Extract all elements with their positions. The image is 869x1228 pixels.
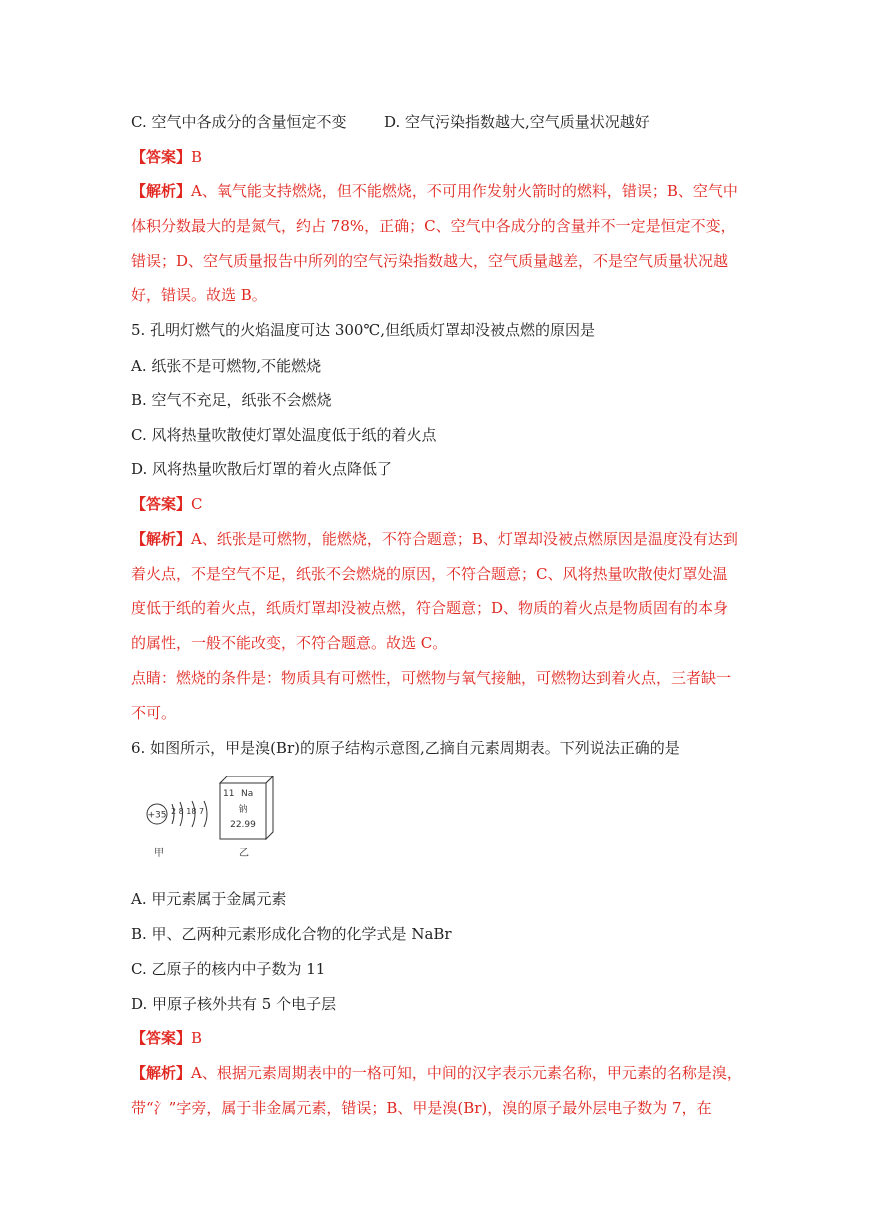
q5-option-b: B. 空气不充足，纸张不会燃烧 [131, 391, 332, 409]
q4-answer [131, 147, 202, 167]
label-jia: 甲 [154, 848, 164, 859]
q6-option-d: D. 甲原子核外共有 5 个电子层 [131, 995, 337, 1013]
shell-electrons: 2 8 18 7 [171, 807, 205, 816]
q4-option-c: C. 空气中各成分的含量恒定不变 [131, 113, 347, 131]
q4-answer-value: B [191, 148, 203, 166]
q5-option-c: C. 风将热量吹散使灯罩处温度低于纸的着火点 [131, 426, 437, 444]
q6-option-c: C. 乙原子的核内中子数为 11 [131, 960, 326, 978]
q6-answer-value: B [191, 1029, 203, 1047]
q6-option-b: B. 甲、乙两种元素形成化合物的化学式是 NaBr [131, 925, 452, 943]
q4-answer-key: 【答案】 [131, 148, 192, 166]
q6-answer-key: 【答案】 [131, 1029, 192, 1047]
q6-analysis-line-2: 带“氵”字旁，属于非金属元素，错误；B、甲是溴(Br)，溴的原子最外层电子数为 7，在 [131, 1099, 712, 1117]
q5-note-line-2: 不可。 [131, 704, 177, 722]
q4-analysis-line-1: 【解析】A、氧气能支持燃烧，但不能燃烧，不可用作发射火箭时的燃料，错误；B、空气中 [131, 182, 738, 200]
atomic-number: 11 [223, 789, 235, 799]
q6-option-a: A. 甲元素属于金属元素 [131, 890, 287, 908]
cell-side-face [266, 776, 273, 839]
q4-options-row [131, 112, 650, 132]
element-name: 钠 [238, 805, 248, 815]
q5-option-d: D. 风将热量吹散后灯罩的着火点降低了 [131, 460, 393, 478]
q4-analysis-line-4: 好，错误。故选 B。 [131, 286, 267, 304]
nucleus-charge: +35 [147, 810, 167, 821]
q5-analysis-line-1: 【解析】A、纸张是可燃物，能燃烧，不符合题意；B、灯罩却没被点燃原因是温度没有达到 [131, 530, 738, 548]
element-symbol: Na [241, 789, 254, 799]
q5-analysis-line-2: 着火点，不是空气不足，纸张不会燃烧的原因，不符合题意；C、风将热量吹散使灯罩处温 [131, 565, 728, 583]
q5-note-line-1: 点睛：燃烧的条件是：物质具有可燃性，可燃物与氧气接触，可燃物达到着火点，三者缺一 [131, 669, 732, 687]
q6-figure [136, 776, 296, 862]
q6-analysis-line-1: 【解析】A、根据元素周期表中的一格可知，中间的汉字表示元素名称，甲元素的名称是溴， [131, 1064, 742, 1082]
q5-analysis-line-4: 的属性，一般不能改变，不符合题意。故选 C。 [131, 634, 448, 652]
q5-answer-key: 【答案】 [131, 495, 192, 513]
shell-arc-4 [204, 801, 207, 827]
q6-answer [131, 1028, 202, 1048]
q6-analysis-key: 【解析】 [131, 1064, 192, 1082]
q4-analysis-line-2: 体积分数最大的是氮气，约占 78%，正确；C、空气中各成分的含量并不一定是恒定不变， [131, 217, 736, 235]
q4-analysis-key: 【解析】 [131, 182, 192, 200]
q5-answer-value: C [191, 495, 203, 513]
q5-analysis-line-3: 度低于纸的着火点，纸质灯罩却没被点燃，符合题意；D、物质的着火点是物质固有的本身 [131, 599, 729, 617]
q4-option-d: D. 空气污染指数越大,空气质量状况越好 [384, 113, 650, 131]
q4-analysis-line-3: 错误；D、空气质量报告中所列的空气污染指数越大，空气质量越差，不是空气质量状况越 [131, 252, 729, 270]
sodium-element-cell [220, 776, 273, 859]
bromine-atom-diagram [147, 801, 207, 859]
q5-answer [131, 494, 203, 514]
label-yi: 乙 [239, 848, 249, 859]
cell-top-face [220, 776, 273, 783]
q5-stem: 5. 孔明灯燃气的火焰温度可达 300℃,但纸质灯罩却没被点燃的原因是 [131, 321, 596, 339]
q5-analysis-key: 【解析】 [131, 530, 192, 548]
q6-stem: 6. 如图所示，甲是溴(Br)的原子结构示意图,乙摘自元素周期表。下列说法正确的是 [131, 739, 680, 757]
atomic-mass: 22.99 [230, 820, 256, 830]
q5-option-a: A. 纸张不是可燃物,不能燃烧 [131, 357, 322, 375]
